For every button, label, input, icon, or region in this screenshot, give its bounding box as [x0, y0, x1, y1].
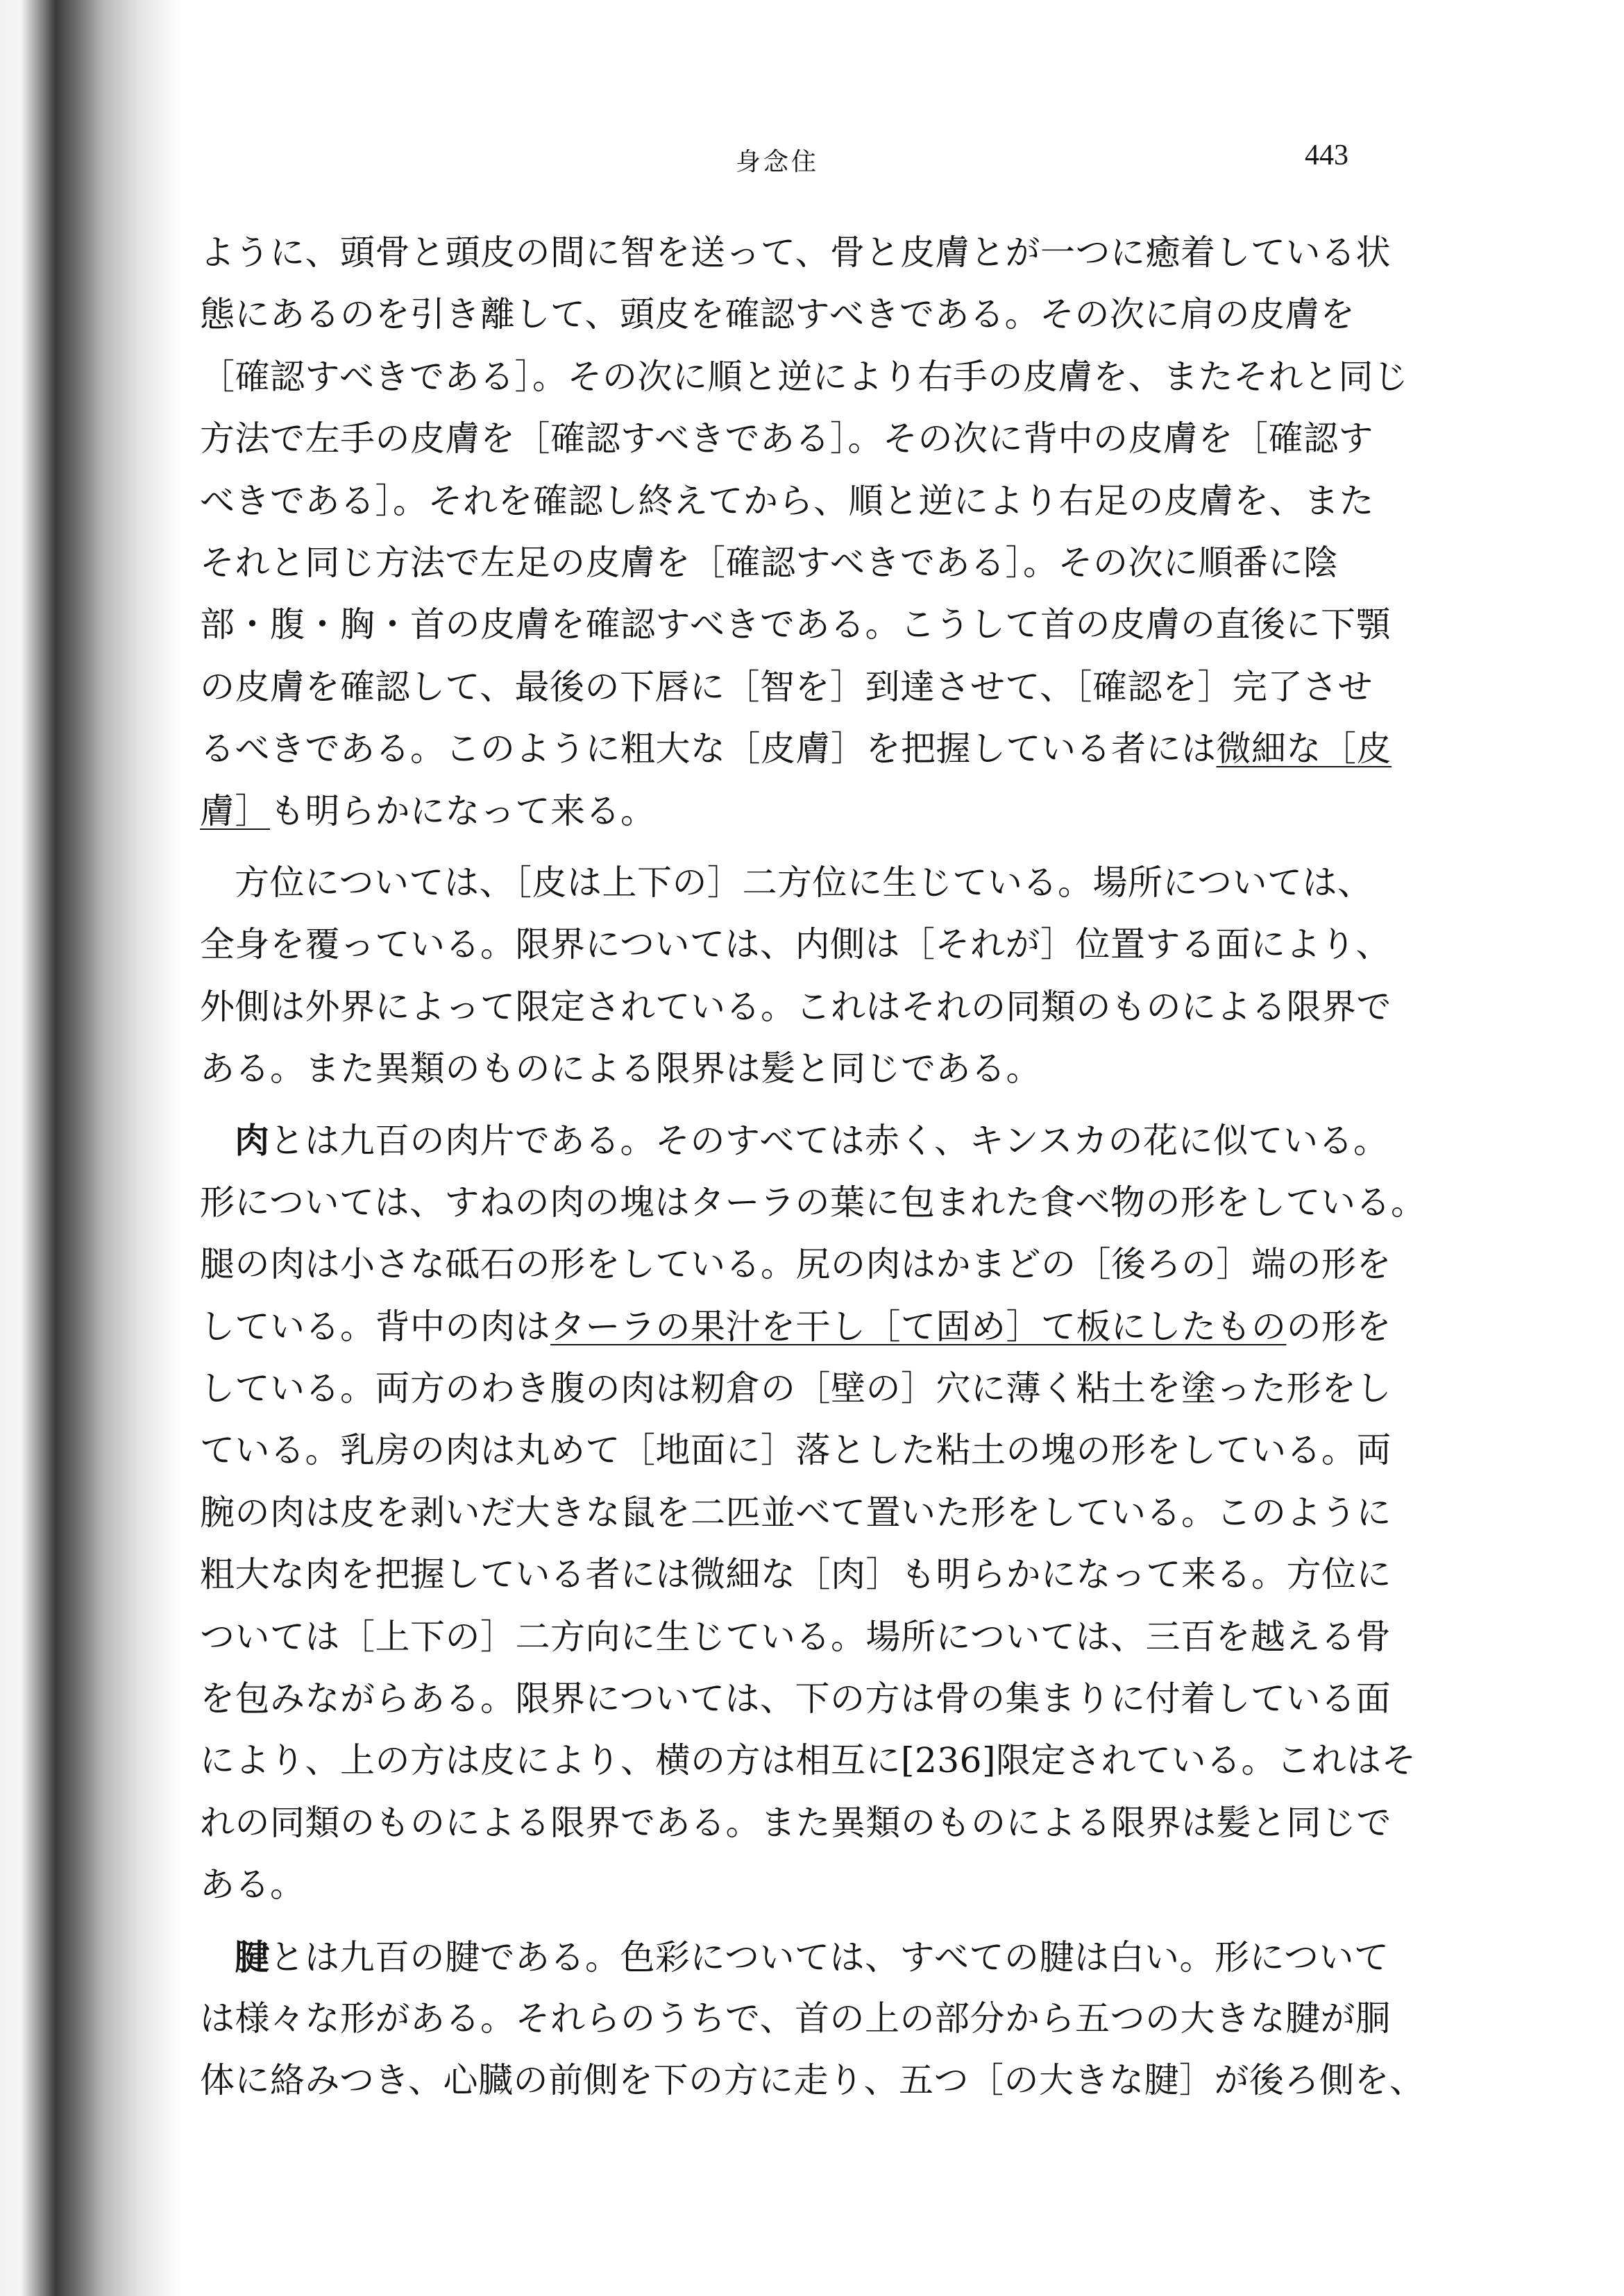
text-line: を包みながらある。限界については、下の方は骨の集まりに付着している面 — [200, 1678, 1391, 1719]
text-segment: している。背中の肉は — [200, 1306, 550, 1347]
section-lead-term: 肉 — [235, 1120, 270, 1162]
text-segment: るべきである。このように粗大な［皮膚］を把握している者には — [200, 729, 1217, 769]
underlined-phrase: ターラの果汁を干し［て固め］て板にしたもの — [550, 1306, 1287, 1347]
text-line: ［確認すべきである］。その次に順と逆により右手の皮膚を、またそれと同じ — [200, 356, 1409, 397]
text-line: 腿の肉は小さな砥石の形をしている。尻の肉はかまどの［後ろの］端の形を — [200, 1244, 1392, 1285]
text-line: べきである］。それを確認し終えてから、順と逆により右足の皮膚を、また — [200, 480, 1374, 521]
text-line: 部・腹・胸・首の皮膚を確認すべきである。こうして首の皮膚の直後に下顎 — [200, 604, 1391, 645]
text-line: 粗大な肉を把握している者には微細な［肉］も明らかになって来る。方位に — [200, 1554, 1392, 1595]
text-line — [200, 718, 1411, 780]
text-line: ある。 — [200, 1864, 305, 1905]
text-segment: の形を — [1286, 1306, 1392, 1347]
text-segment: も明らかになって来る。 — [270, 790, 656, 831]
text-line: 体に絡みつき、心臓の前側を下の方に走り、五つ［の大きな腱］が後ろ側を、 — [200, 2060, 1425, 2101]
text-line: 腕の肉は皮を剥いだ大きな鼠を二匹並べて置いた形をしている。このように — [200, 1492, 1392, 1533]
text-line — [200, 1109, 1411, 1171]
body-text — [200, 222, 1426, 2112]
text-line: ている。乳房の肉は丸めて［地面に］落とした粘土の塊の形をしている。両 — [200, 1430, 1392, 1471]
page-number: 443 — [1305, 139, 1348, 171]
text-line — [200, 781, 1411, 842]
underlined-phrase: 微細な［皮 — [1216, 729, 1392, 769]
text-line: 方法で左手の皮膚を［確認すべきである］。その次に背中の皮膚を［確認す — [200, 418, 1373, 459]
paragraph-flesh — [200, 1109, 1426, 1916]
text-line: により、上の方は皮により、横の方は相互に[236]限定されている。これはそ — [200, 1740, 1416, 1781]
paragraph-skin-direction — [200, 852, 1411, 1100]
text-line: 形については、すねの肉の塊はターラの葉に包まれた食べ物の形をしている。 — [200, 1182, 1426, 1223]
paragraph-skin-method — [200, 222, 1411, 842]
text-line: 外側は外界によって限定されている。これはそれの同類のものによる限界で — [200, 986, 1392, 1027]
text-line: 態にあるのを引き離して、頭皮を確認すべきである。その次に肩の皮膚を — [200, 294, 1355, 335]
text-line: ついては［上下の］二方向に生じている。場所については、三百を越える骨 — [200, 1616, 1391, 1657]
text-line: の皮膚を確認して、最後の下唇に［智を］到達させて、［確認を］完了させ — [200, 666, 1373, 707]
underlined-phrase: 膚］ — [200, 790, 270, 831]
text-line — [200, 1926, 1411, 1988]
text-segment: とは九百の腱である。色彩については、すべての腱は白い。形について — [269, 1937, 1389, 1978]
running-header: 身念住 — [736, 148, 820, 176]
text-line: それと同じ方法で左足の皮膚を［確認すべきである］。その次に順番に陰 — [200, 542, 1339, 583]
text-line: は様々な形がある。それらのうちで、首の上の部分から五つの大きな腱が胴 — [200, 1998, 1391, 2039]
text-line: ように、頭骨と頭皮の間に智を送って、骨と皮膚とが一つに癒着している状 — [200, 232, 1391, 273]
scan-edge-shadow — [0, 0, 180, 2296]
text-line: ある。また異類のものによる限界は髪と同じである。 — [200, 1048, 1041, 1089]
paragraph-tendons — [200, 1926, 1425, 2112]
text-line: している。両方のわき腹の肉は籾倉の［壁の］穴に薄く粘土を塗った形をし — [200, 1368, 1392, 1409]
text-line: 全身を覆っている。限界については、内側は［それが］位置する面により、 — [200, 924, 1391, 965]
section-lead-term: 腱 — [235, 1936, 270, 1978]
text-line — [200, 1296, 1411, 1358]
text-segment: とは九百の肉片である。そのすべては赤く、キンスカの花に似ている。 — [269, 1121, 1389, 1162]
text-line: 方位については、［皮は上下の］二方位に生じている。場所については、 — [235, 862, 1373, 903]
text-line: れの同類のものによる限界である。また異類のものによる限界は髪と同じで — [200, 1802, 1392, 1843]
